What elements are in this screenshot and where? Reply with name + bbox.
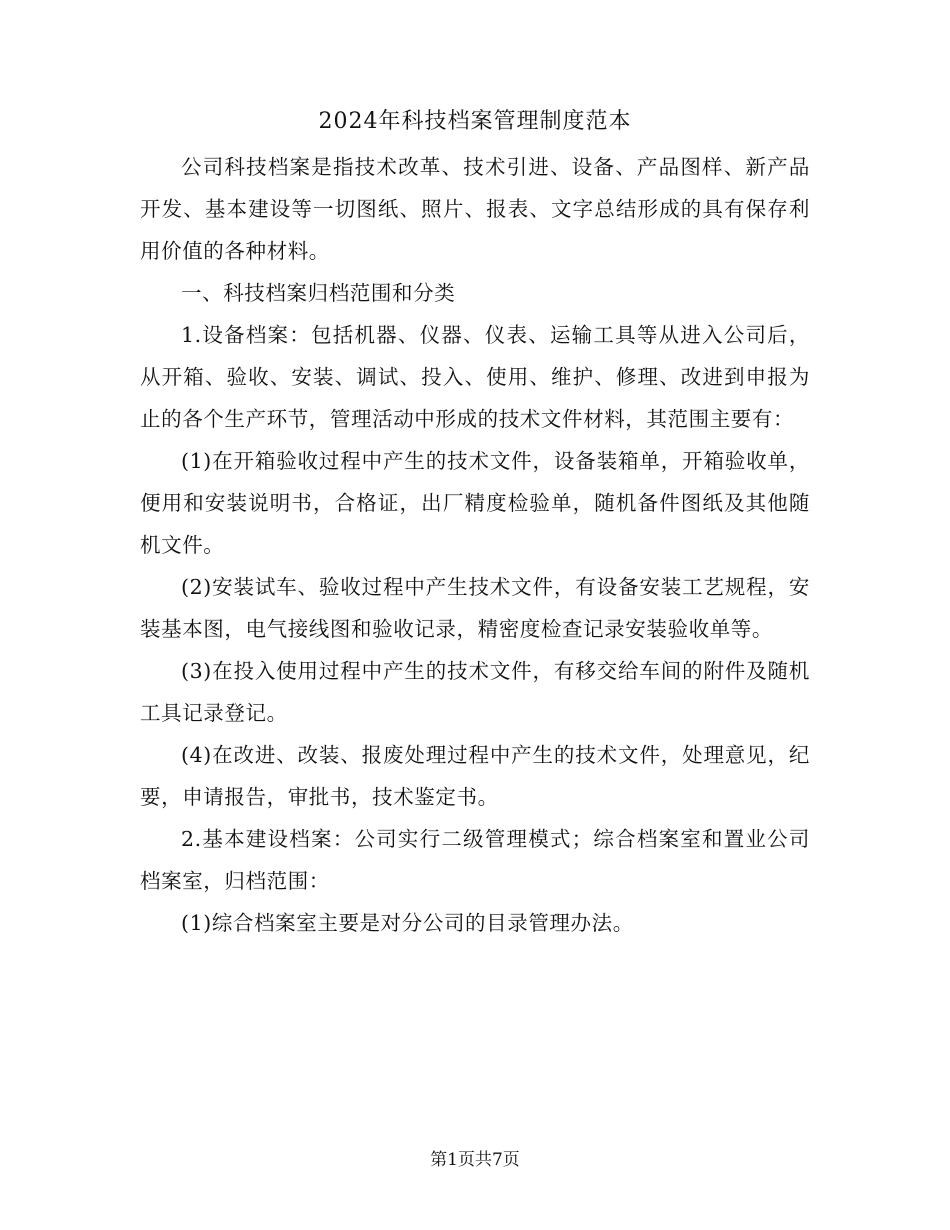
section-heading-1: 一、科技档案归档范围和分类 <box>181 281 456 305</box>
paragraph-item-4: (4)在改进、改装、报废处理过程中产生的技术文件，处理意见，纪要，申请报告，审批书，技术鉴定书。 <box>140 743 810 809</box>
paragraph-item-1: (1)在开箱验收过程中产生的技术文件，设备装箱单，开箱验收单，便用和安装说明书，合格证，出厂精度检验单，随机备件图纸及其他随机文件。 <box>140 449 810 557</box>
paragraph-construction-archive: 2.基本建设档案：公司实行二级管理模式；综合档案室和置业公司档案室，归档范围： <box>140 827 810 893</box>
page-number: 第1页共7页 <box>430 1150 520 1170</box>
paragraph-item-3: (3)在投入使用过程中产生的技术文件，有移交给车间的附件及随机工具记录登记。 <box>140 659 810 725</box>
paragraph-construction-item-1: (1)综合档案室主要是对分公司的目录管理办法。 <box>181 911 634 935</box>
document-body <box>140 146 810 944</box>
paragraph-item-2: (2)安装试车、验收过程中产生技术文件，有设备安装工艺规程，安装基本图，电气接线图和验收记录，精密度检查记录安装验收单等。 <box>140 575 810 641</box>
document-title: 2024年科技档案管理制度范本 <box>318 109 632 134</box>
paragraph-equipment-archive: 1.设备档案：包括机器、仪器、仪表、运输工具等从进入公司后，从开箱、验收、安装、调试、投入、使用、维护、修理、改进到申报为止的各个生产环节，管理活动中形成的技术文件材料，其范围主要有： <box>140 323 810 431</box>
paragraph-intro: 公司科技档案是指技术改革、技术引进、设备、产品图样、新产品开发、基本建设等一切图纸、照片、报表、文字总结形成的具有保存利用价值的各种材料。 <box>140 155 810 263</box>
